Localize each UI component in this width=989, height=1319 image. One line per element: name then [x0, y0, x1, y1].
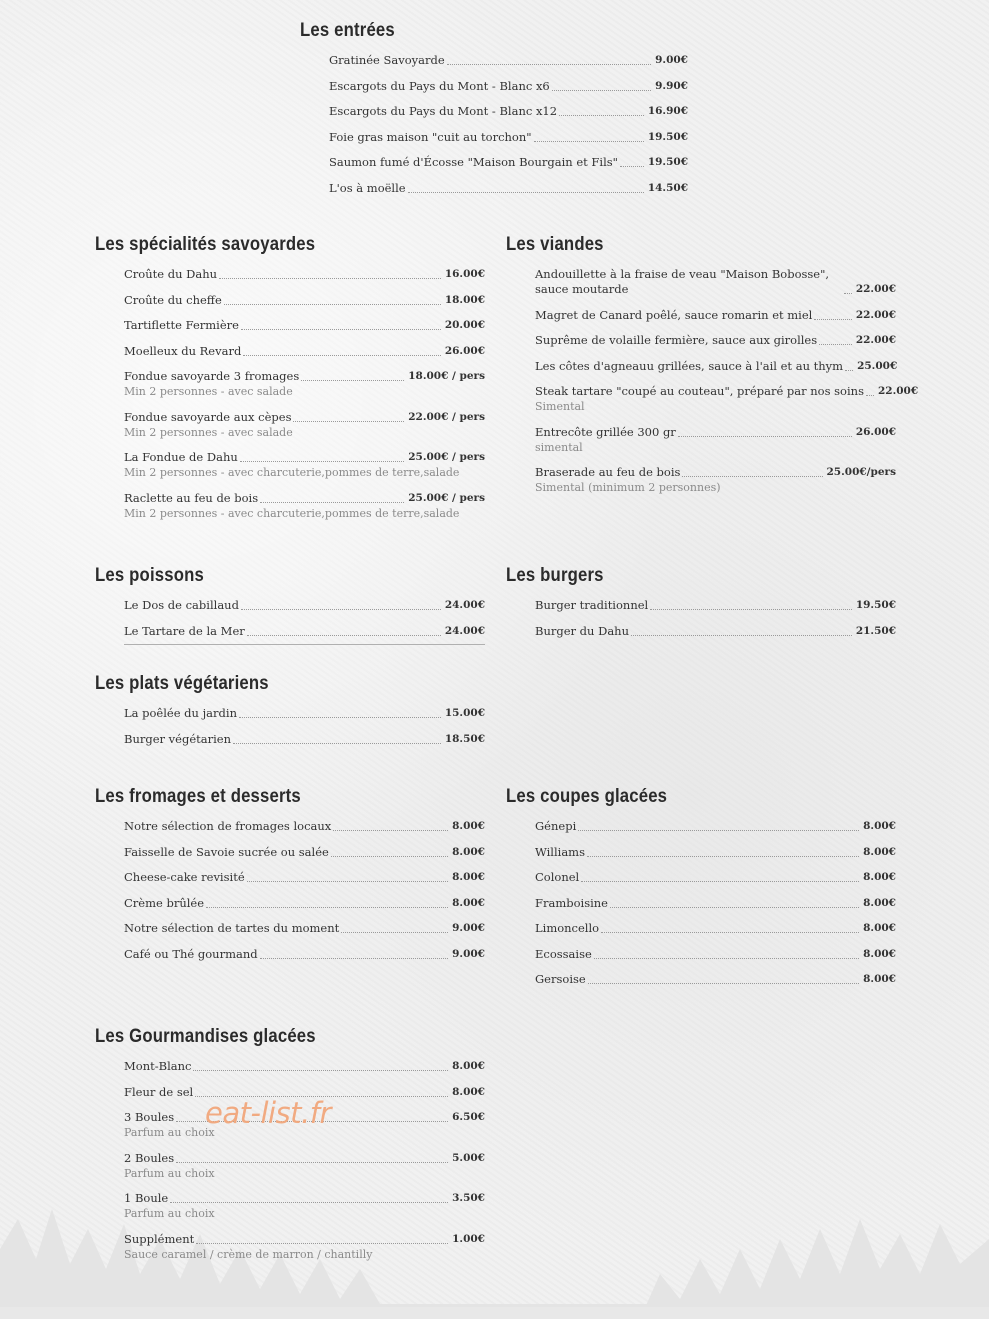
dot-leader — [447, 64, 651, 65]
watermark: eat-list.fr — [205, 1096, 331, 1130]
item-price: 8.00€ — [452, 1060, 485, 1072]
item-name: Les côtes d'agneauu grillées, sauce à l'ail et au thym — [535, 358, 844, 373]
dot-leader — [650, 609, 852, 610]
menu-list — [124, 598, 485, 645]
dot-leader — [239, 717, 441, 718]
item-name: Foie gras maison "cuit au torchon" — [329, 129, 532, 144]
menu-item — [329, 104, 688, 119]
item-price: 22.00€ — [855, 283, 896, 295]
section-vegetariens — [95, 673, 485, 746]
item-price: 19.50€ — [647, 130, 688, 143]
menu-list — [124, 706, 485, 757]
menu-item — [329, 130, 688, 145]
section-title: Les spécialités savoyardes — [95, 234, 316, 255]
item-price: 18.00€ — [444, 293, 485, 306]
dot-leader — [260, 958, 448, 959]
dot-leader — [193, 1070, 448, 1071]
menu-item — [124, 624, 485, 639]
menu-item — [535, 819, 896, 834]
item-name: Ecossaise — [535, 946, 592, 961]
dot-leader — [260, 502, 404, 503]
item-price: 24.00€ — [444, 624, 485, 637]
dot-leader — [682, 476, 822, 477]
menu-item — [329, 53, 688, 68]
item-note: simental — [535, 440, 583, 454]
dot-leader — [301, 380, 404, 381]
dot-leader — [196, 1243, 448, 1244]
item-name: Burger du Dahu — [535, 623, 629, 638]
menu-item — [124, 1151, 485, 1166]
menu-item — [124, 845, 485, 860]
dot-leader — [845, 370, 853, 371]
menu-item — [124, 819, 485, 834]
menu-item — [124, 947, 485, 962]
menu-item — [124, 896, 485, 911]
dot-leader — [814, 319, 851, 320]
item-name: Limoncello — [535, 921, 600, 935]
item-note: Min 2 personnes - avec charcuterie,pommes de terre,salade — [124, 466, 460, 479]
item-price: 25.00€ / pers — [408, 491, 485, 504]
menu-item — [124, 491, 485, 506]
dot-leader — [219, 278, 441, 279]
item-price: 8.00€ — [863, 820, 896, 832]
menu-item — [535, 947, 896, 962]
item-name: 3 Boules — [124, 1110, 175, 1124]
dot-leader — [594, 958, 859, 959]
menu-item — [535, 845, 896, 860]
menu-item — [535, 384, 919, 399]
menu-list — [535, 598, 896, 649]
item-name: Le Dos de cabillaud — [124, 598, 239, 612]
section-title: Les poissons — [95, 565, 204, 586]
menu-item — [535, 598, 896, 613]
item-name: Tartiflette Fermière — [124, 318, 239, 332]
item-price: 16.00€ — [444, 268, 485, 280]
section-title: Les coupes glacées — [506, 786, 668, 807]
item-name: Burger traditionnel — [535, 598, 649, 612]
item-price: 26.00€ — [444, 344, 485, 357]
menu-item — [535, 359, 896, 374]
item-name: Fondue savoyarde aux cèpes — [124, 409, 292, 424]
item-price: 8.00€ — [452, 820, 485, 832]
item-note: Sauce caramel / crème de marron / chantilly — [124, 1247, 373, 1261]
dot-leader — [247, 881, 448, 882]
dot-leader — [341, 932, 448, 933]
item-note: Min 2 personnes - avec salade — [124, 385, 293, 398]
dot-leader — [587, 856, 859, 857]
item-name: Braserade au feu de bois — [535, 465, 681, 479]
dot-leader — [620, 166, 644, 167]
dot-leader — [559, 115, 644, 116]
menu-item — [535, 308, 896, 323]
item-name: Crème brûlée — [124, 895, 205, 910]
item-price: 16.90€ — [647, 105, 688, 117]
item-name: Notre sélection de fromages locaux — [124, 819, 332, 833]
item-name: Suprême de volaille fermière, sauce aux girolles — [535, 333, 818, 347]
menu-item — [124, 921, 485, 936]
item-name: Gratinée Savoyarde — [329, 53, 445, 67]
item-note: Min 2 personnes - avec salade — [124, 425, 293, 439]
menu-item — [329, 181, 688, 196]
item-price: 8.00€ — [863, 896, 896, 909]
item-name: Fondue savoyarde 3 fromages — [124, 369, 300, 383]
item-price: 22.00€ / pers — [408, 410, 485, 423]
item-price: 19.50€ — [855, 599, 896, 611]
item-price: 9.90€ — [655, 79, 688, 92]
menu-item — [535, 267, 896, 297]
item-price: 19.50€ — [647, 156, 688, 168]
dot-leader — [233, 743, 441, 744]
item-name: Burger végétarien — [124, 731, 232, 746]
item-price: 24.00€ — [444, 599, 485, 611]
item-note: Min 2 personnes - avec charcuterie,pommes de terre,salade — [124, 506, 460, 520]
item-price: 9.00€ — [452, 922, 485, 934]
item-note: Parfum au choix — [124, 1207, 215, 1220]
item-price: 9.00€ — [452, 947, 485, 960]
menu-item — [124, 732, 485, 747]
item-price: 3.50€ — [452, 1192, 485, 1204]
menu-item — [535, 896, 896, 911]
item-name: Faisselle de Savoie sucrée ou salée — [124, 844, 329, 859]
menu-item — [329, 155, 688, 170]
item-name: Escargots du Pays du Mont - Blanc x12 — [329, 104, 558, 118]
item-name: Saumon fumé d'Écosse "Maison Bourgain et Fils" — [329, 155, 618, 169]
item-price: 14.50€ — [647, 181, 688, 194]
section-coupes — [506, 786, 896, 986]
menu-item — [124, 344, 485, 359]
item-name: Steak tartare "coupé au couteau", préparé par nos soins — [535, 384, 864, 398]
dot-leader — [678, 436, 852, 437]
item-price: 8.00€ — [452, 1085, 485, 1098]
item-price: 20.00€ — [444, 319, 485, 331]
item-price: 8.00€ — [863, 922, 896, 934]
item-price: 1.00€ — [452, 1232, 485, 1245]
menu-item — [535, 624, 896, 639]
menu-item — [124, 1191, 485, 1206]
section-fromages — [95, 786, 485, 961]
item-name: Moelleux du Revard — [124, 343, 242, 358]
item-price: 8.00€ — [452, 871, 485, 883]
item-name: 2 Boules — [124, 1150, 175, 1165]
item-price: 8.00€ — [452, 896, 485, 909]
item-note: Simental — [535, 400, 585, 413]
menu-item — [535, 465, 896, 480]
section-title: Les fromages et desserts — [95, 786, 301, 807]
menu-item — [124, 318, 485, 333]
item-name: Croûte du cheffe — [124, 292, 222, 307]
item-price: 15.00€ — [444, 707, 485, 719]
menu-list — [535, 267, 919, 506]
section-poissons — [95, 565, 485, 638]
section-viandes — [506, 234, 919, 494]
dot-leader — [819, 344, 852, 345]
item-price: 8.00€ — [863, 973, 896, 985]
dot-leader — [170, 1202, 448, 1203]
item-price: 8.00€ — [452, 845, 485, 858]
dot-leader — [588, 983, 859, 984]
section-title: Les plats végétariens — [95, 673, 269, 694]
section-specialites — [95, 234, 485, 520]
item-name: Magret de Canard poêlé, sauce romarin et miel — [535, 307, 813, 322]
menu-list — [124, 1059, 485, 1272]
menu-item — [535, 425, 896, 440]
dot-leader — [534, 141, 644, 142]
menu-item — [124, 450, 485, 465]
item-price: 8.00€ — [863, 845, 896, 858]
item-name: Croûte du Dahu — [124, 267, 218, 281]
item-name: Williams — [535, 844, 585, 859]
item-price: 18.00€ / pers — [408, 370, 485, 382]
section-burgers — [506, 565, 896, 638]
item-price: 5.00€ — [452, 1151, 485, 1164]
item-price: 22.00€ — [855, 308, 896, 321]
dot-leader — [240, 461, 404, 462]
dot-leader — [610, 907, 859, 908]
dot-leader — [333, 830, 448, 831]
dot-leader — [578, 830, 859, 831]
item-price: 26.00€ — [855, 425, 896, 438]
item-name: Framboisine — [535, 895, 608, 910]
menu-item — [124, 369, 485, 384]
item-name: Supplément — [124, 1231, 195, 1246]
menu-item — [124, 267, 485, 282]
dot-leader — [241, 609, 441, 610]
menu-item — [329, 79, 688, 94]
item-name: La Fondue de Dahu — [124, 450, 238, 464]
item-name: Raclette au feu de bois — [124, 490, 259, 505]
dot-leader — [581, 881, 859, 882]
menu-item — [535, 870, 896, 885]
item-price: 25.00€/pers — [826, 466, 896, 478]
item-note: Simental (minimum 2 personnes) — [535, 481, 721, 494]
dot-leader — [247, 635, 441, 636]
dot-leader — [293, 421, 404, 422]
item-name: Escargots du Pays du Mont - Blanc x6 — [329, 78, 550, 93]
item-price: 8.00€ — [863, 947, 896, 960]
section-title: Les viandes — [506, 234, 604, 255]
item-price: 25.00€ / pers — [408, 451, 485, 463]
menu-item — [124, 706, 485, 721]
item-name: Andouillette à la fraise de veau "Maison Bobosse", sauce moutarde — [535, 267, 830, 296]
section-entrees — [300, 20, 688, 195]
section-divider — [124, 644, 485, 645]
item-name: 1 Boule — [124, 1191, 169, 1205]
dot-leader — [408, 192, 644, 193]
dot-leader — [552, 90, 651, 91]
item-price: 6.50€ — [452, 1111, 485, 1123]
dot-leader — [224, 304, 441, 305]
item-price: 22.00€ — [855, 334, 896, 346]
item-price: 8.00€ — [863, 871, 896, 883]
item-name: Entrecôte grillée 300 gr — [535, 424, 676, 439]
item-price: 9.00€ — [655, 54, 688, 66]
item-name: Fleur de sel — [124, 1084, 194, 1099]
item-price: 25.00€ — [857, 359, 898, 372]
menu-item — [535, 333, 896, 348]
dot-leader — [866, 395, 874, 396]
menu-item — [535, 921, 896, 936]
menu-list — [124, 819, 485, 972]
menu-list — [535, 819, 896, 998]
menu-item — [535, 972, 896, 987]
section-title: Les Gourmandises glacées — [95, 1026, 316, 1047]
item-note: Parfum au choix — [124, 1166, 215, 1180]
dot-leader — [844, 293, 852, 294]
menu-list — [124, 267, 485, 531]
item-name: Café ou Thé gourmand — [124, 946, 258, 961]
menu-item — [124, 870, 485, 885]
item-price: 21.50€ — [855, 624, 896, 637]
menu-item — [124, 293, 485, 308]
item-name: Mont-Blanc — [124, 1059, 192, 1073]
dot-leader — [206, 907, 448, 908]
menu-list — [329, 53, 688, 206]
item-name: Notre sélection de tartes du moment — [124, 921, 340, 935]
menu-item — [124, 410, 485, 425]
menu-item — [124, 1232, 485, 1247]
item-name: Génepi — [535, 819, 577, 833]
menu-item — [124, 598, 485, 613]
item-name: Colonel — [535, 870, 580, 884]
item-name: Cheese-cake revisité — [124, 870, 245, 884]
menu-item — [124, 1059, 485, 1074]
item-price: 22.00€ — [877, 385, 919, 397]
section-title: Les burgers — [506, 565, 604, 586]
item-price: 18.50€ — [444, 732, 485, 745]
item-name: Le Tartare de la Mer — [124, 623, 245, 638]
item-note: Parfum au choix — [124, 1126, 215, 1139]
dot-leader — [241, 329, 441, 330]
item-name: La poêlée du jardin — [124, 706, 237, 720]
dot-leader — [176, 1162, 448, 1163]
section-title: Les entrées — [300, 20, 395, 41]
dot-leader — [243, 355, 440, 356]
item-name: L'os à moëlle — [329, 180, 406, 195]
dot-leader — [331, 856, 448, 857]
dot-leader — [601, 932, 859, 933]
item-name: Gersoise — [535, 972, 586, 986]
dot-leader — [631, 635, 852, 636]
